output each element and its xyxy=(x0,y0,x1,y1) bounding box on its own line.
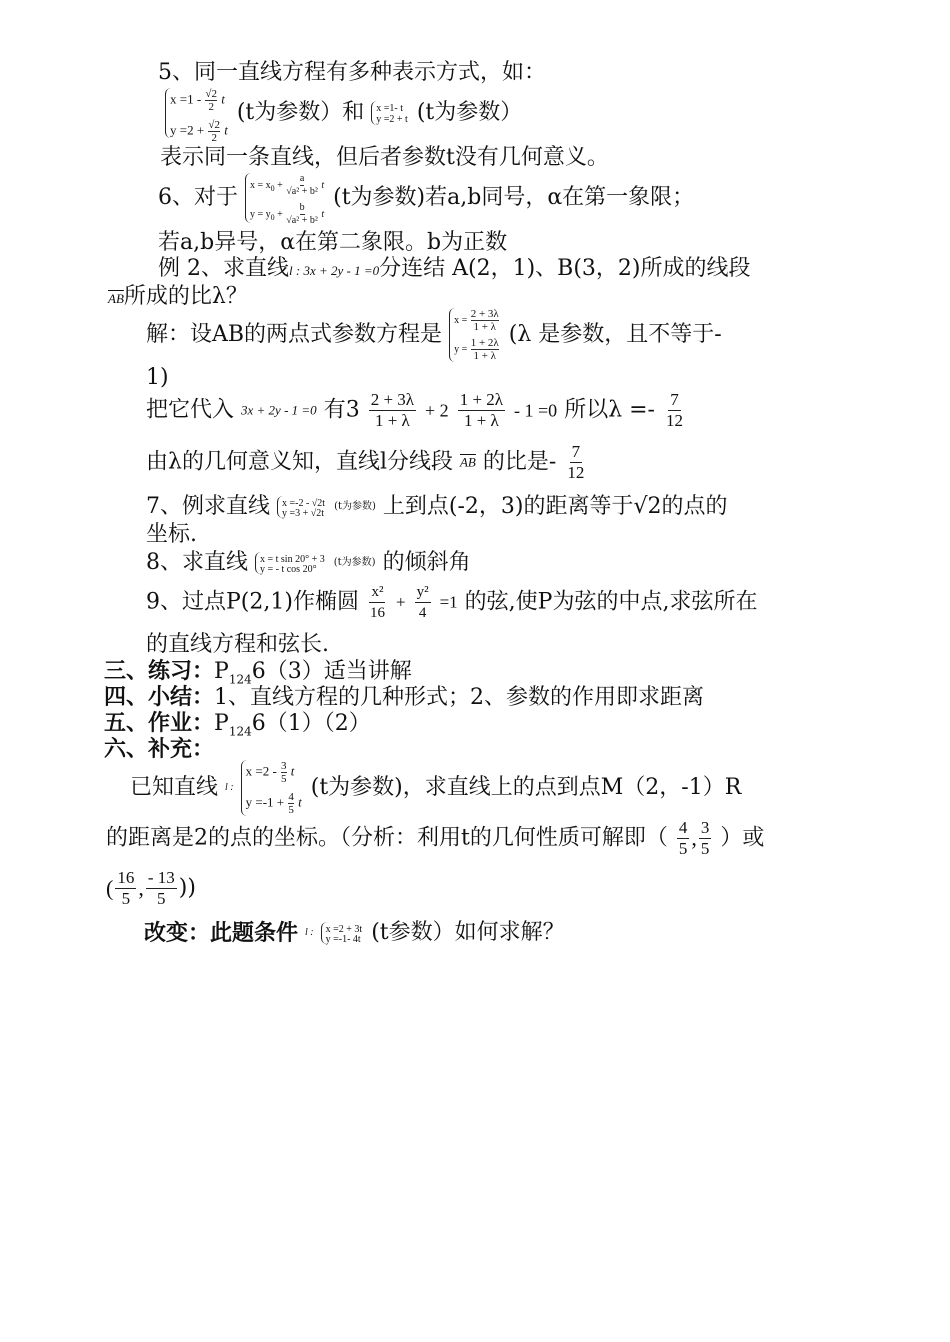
system-2-param: (t为参数） xyxy=(416,100,523,125)
item-6-row-1-lhs: x = x xyxy=(250,179,271,191)
geometric-meaning xyxy=(146,442,588,492)
variation xyxy=(144,920,565,948)
solution-row-1: x = xyxy=(454,314,468,326)
item-6-row-2-num: b xyxy=(299,202,305,213)
answer-2-open: ( xyxy=(106,875,114,901)
system-2-row-2: y =2 + t xyxy=(376,114,408,125)
supplement-problem xyxy=(130,760,741,818)
system-1-row-2: y =2 + xyxy=(170,122,205,138)
item-7-row-2: y =3 + √2t xyxy=(282,508,325,519)
item-7-row-1: x =-2 - √2t xyxy=(282,498,326,509)
substitution-mid: 有3 xyxy=(323,397,360,423)
section-supplement-heading: 六、补充： xyxy=(104,736,215,762)
answer-2-y-den: 5 xyxy=(157,889,166,908)
section-homework-heading: 五、作业： xyxy=(104,710,215,736)
geometric-meaning-den: 12 xyxy=(567,463,585,482)
item-5-intro: 5、同一直线方程有多种表示方式，如： xyxy=(158,60,546,85)
geometric-meaning-pre: 由λ的几何意义知，直线l分线段 xyxy=(146,449,453,475)
answer-2-x-num: 16 xyxy=(117,868,135,887)
solution-pre: 解：设AB的两点式参数方程是 xyxy=(146,322,443,347)
system-1-row-1: x =1 - xyxy=(170,91,202,107)
supplement-post: (t为参数)，求直线上的点到点M（2，-1）R xyxy=(310,775,742,800)
section-supplement xyxy=(104,736,214,763)
system-1-t: t xyxy=(221,91,225,107)
answer-2-x-den: 5 xyxy=(121,889,131,908)
segment-ab: $\overline{AB}$ xyxy=(108,291,124,306)
supplement-row-1-t: t xyxy=(290,763,295,779)
item-9-plus: + xyxy=(395,592,406,612)
section-summary xyxy=(104,684,704,711)
item-7-post: 上到点(-2，3)的距离等于√2的点的 xyxy=(382,494,728,519)
item-9-frac-2-den: 4 xyxy=(418,605,427,621)
item-8 xyxy=(146,550,471,578)
item-8-system xyxy=(255,552,325,574)
section-homework-rest: 6（1）（2） xyxy=(251,711,371,736)
item-8-row-1: x = t sin 20° + 3 xyxy=(260,554,325,565)
item-8-param: (t为参数) xyxy=(333,557,376,568)
substitution-answer-num: 7 xyxy=(670,390,679,409)
answer-1-y-den: 5 xyxy=(700,839,710,858)
supplement-system xyxy=(241,760,302,816)
system-1-param: (t为参数）和 xyxy=(236,100,365,125)
example-2-pre: 例 2、求直线 xyxy=(158,256,289,281)
supplement-pre: 已知直线 xyxy=(130,775,219,800)
item-9-pre: 9、过点P(2,1)作椭圆 xyxy=(146,589,359,615)
substitution-frac-2-num: 1 + 2λ xyxy=(459,390,504,409)
answer-1-x-num: 4 xyxy=(678,818,688,837)
substitution-pre: 把它代入 xyxy=(146,397,235,423)
item-6-row-2-den: √a² + b² xyxy=(286,215,318,226)
solution-row-2: y = xyxy=(454,343,468,355)
variation-pre: 改变：此题条件 xyxy=(144,920,299,946)
solution-system xyxy=(449,308,500,362)
answer-1-x-den: 5 xyxy=(678,839,688,858)
item-6 xyxy=(158,173,694,225)
supplement-row-2: y =-1 + xyxy=(245,794,285,810)
item-8-post: 的倾斜角 xyxy=(382,550,471,575)
substitution-plus: + 2 xyxy=(425,400,449,421)
item-6-cont: 若a,b异号，α在第二象限。b为正数 xyxy=(158,230,508,255)
supplement-row-1: x =2 - xyxy=(245,763,277,779)
supplement-answer-2 xyxy=(106,868,196,918)
variation-row-2: y =-1- 4t xyxy=(325,934,361,945)
item-6-post: (t为参数)若a,b同号，α在第一象限； xyxy=(333,185,695,210)
answer-1-comma: , xyxy=(691,825,697,851)
item-6-system: $x = x_0$ + $\frac{a}{\text{√a² + b²}}$ t $y = y_0$ + $\frac{b}{\text{√a² + b²}}$ t xyxy=(245,173,324,223)
supplement-analysis xyxy=(106,818,764,868)
substitution-frac-1-den: 1 + λ xyxy=(374,411,410,430)
supplement-row-2-den: 5 xyxy=(288,804,294,816)
section-practice-p: P xyxy=(214,659,229,684)
example-2-post: 分连结 A(2，1)、B(3，2)所成的线段 xyxy=(379,256,751,281)
system-1-coef2-den: 2 xyxy=(211,132,217,144)
system-1-coef-num: √2 xyxy=(205,88,217,100)
substitution-frac-2-den: 1 + λ xyxy=(463,411,499,430)
item-9-frac-2-num: y² xyxy=(415,582,431,603)
system-2-row-1: x =1- t xyxy=(376,103,404,114)
substitution-eq: 3x + 2y - 1 =0 xyxy=(241,402,317,418)
item-9-post: 的弦,使P为弦的中点,求弦所在 xyxy=(464,589,758,615)
solution-cont: 1) xyxy=(146,365,169,390)
section-summary-heading: 四、小结： xyxy=(104,684,215,710)
substitution-so: 所以λ =- xyxy=(564,397,655,423)
variation-system xyxy=(321,922,363,944)
item-8-pre: 8、求直线 xyxy=(146,550,248,575)
supplement-row-1-num: 3 xyxy=(281,760,287,772)
system-1-coef-den: 2 xyxy=(208,101,214,113)
item-9-frac-1-den: 16 xyxy=(369,605,385,621)
system-1 xyxy=(165,88,228,144)
system-1-t2: t xyxy=(224,122,228,138)
item-9-eq: =1 xyxy=(439,592,458,612)
item-7 xyxy=(146,494,728,522)
answer-2-close: )) xyxy=(178,875,196,901)
substitution-answer-den: 12 xyxy=(666,411,683,430)
item-7-pre: 7、例求直线 xyxy=(146,494,270,519)
item-9-cont: 的直线方程和弦长. xyxy=(146,632,329,657)
variation-row-1: x =2 + 3t xyxy=(325,924,363,935)
item-6-row-1-plus: + xyxy=(277,179,283,191)
supplement-analysis-pre: 的距离是2的点的坐标。（分析：利用t的几何性质可解即（ xyxy=(106,825,668,851)
supplement-line-label: l : xyxy=(225,782,234,793)
substitution-frac-1-num: 2 + 3λ xyxy=(370,390,415,409)
solution-row-1-num: 2 + 3λ xyxy=(470,308,499,320)
geometric-meaning-ab: $\overline{AB}$ xyxy=(459,454,476,470)
item-6-row-1-num: a xyxy=(299,173,305,184)
section-summary-rest: 1、直线方程的几种形式；2、参数的作用即求距离 xyxy=(214,685,705,710)
answer-1-y-num: 3 xyxy=(700,818,710,837)
item-6-row-2-lhs: y = y xyxy=(250,208,271,220)
solution-row-1-den: 1 + λ xyxy=(473,321,496,333)
variation-line-label: l : xyxy=(305,927,314,938)
substitution-eq0: - 1 =0 xyxy=(514,400,558,421)
item-6-row-2-t: t xyxy=(321,208,325,220)
answer-2-comma: , xyxy=(138,875,144,901)
section-practice-rest: 6（3）适当讲解 xyxy=(251,659,412,684)
item-6-row-1-t: t xyxy=(321,179,325,191)
example-2-question: 所成的比λ？ xyxy=(123,284,248,309)
item-5-systems xyxy=(165,88,523,144)
solution-post: (λ 是参数，且不等于- xyxy=(508,322,722,347)
variation-post: (t参数）如何求解？ xyxy=(371,920,565,945)
supplement-row-2-num: 4 xyxy=(288,791,294,803)
section-homework-p: P xyxy=(214,711,229,736)
system-2 xyxy=(371,101,408,125)
solution-row-2-den: 1 + λ xyxy=(473,350,496,362)
item-7-system xyxy=(277,496,325,518)
supplement-analysis-post: ）或 xyxy=(720,825,765,851)
example-2 xyxy=(158,256,750,284)
item-8-row-2: y = - t cos 20° xyxy=(260,564,317,575)
supplement-row-1-den: 5 xyxy=(281,773,287,785)
example-2-equation: l : 3x + 2y - 1 =0 xyxy=(289,263,380,278)
solution-row-2-num: 1 + 2λ xyxy=(470,337,499,349)
item-6-pre: 6、对于 xyxy=(158,185,238,210)
section-practice-heading: 三、练习： xyxy=(104,658,215,684)
item-9-frac-1-num: x² xyxy=(369,582,385,603)
supplement-row-2-t: t xyxy=(298,794,302,810)
substitution xyxy=(146,390,687,440)
item-6-row-1-den: √a² + b² xyxy=(286,186,318,197)
item-5-conclusion: 表示同一条直线，但后者参数t没有几何意义。 xyxy=(160,145,609,170)
section-homework-page: 124 xyxy=(228,724,252,739)
geometric-meaning-num: 7 xyxy=(571,442,581,461)
system-1-coef2-num: √2 xyxy=(208,119,220,131)
item-7-param: (t为参数) xyxy=(334,501,376,512)
section-practice-page: 124 xyxy=(228,672,252,687)
geometric-meaning-post: 的比是- xyxy=(482,449,557,475)
answer-2-y-num: - 13 xyxy=(147,868,175,887)
item-9 xyxy=(146,582,757,632)
item-7-cont: 坐标. xyxy=(146,522,197,547)
solution-setup xyxy=(146,308,722,364)
item-6-row-2-plus: + xyxy=(277,208,283,220)
